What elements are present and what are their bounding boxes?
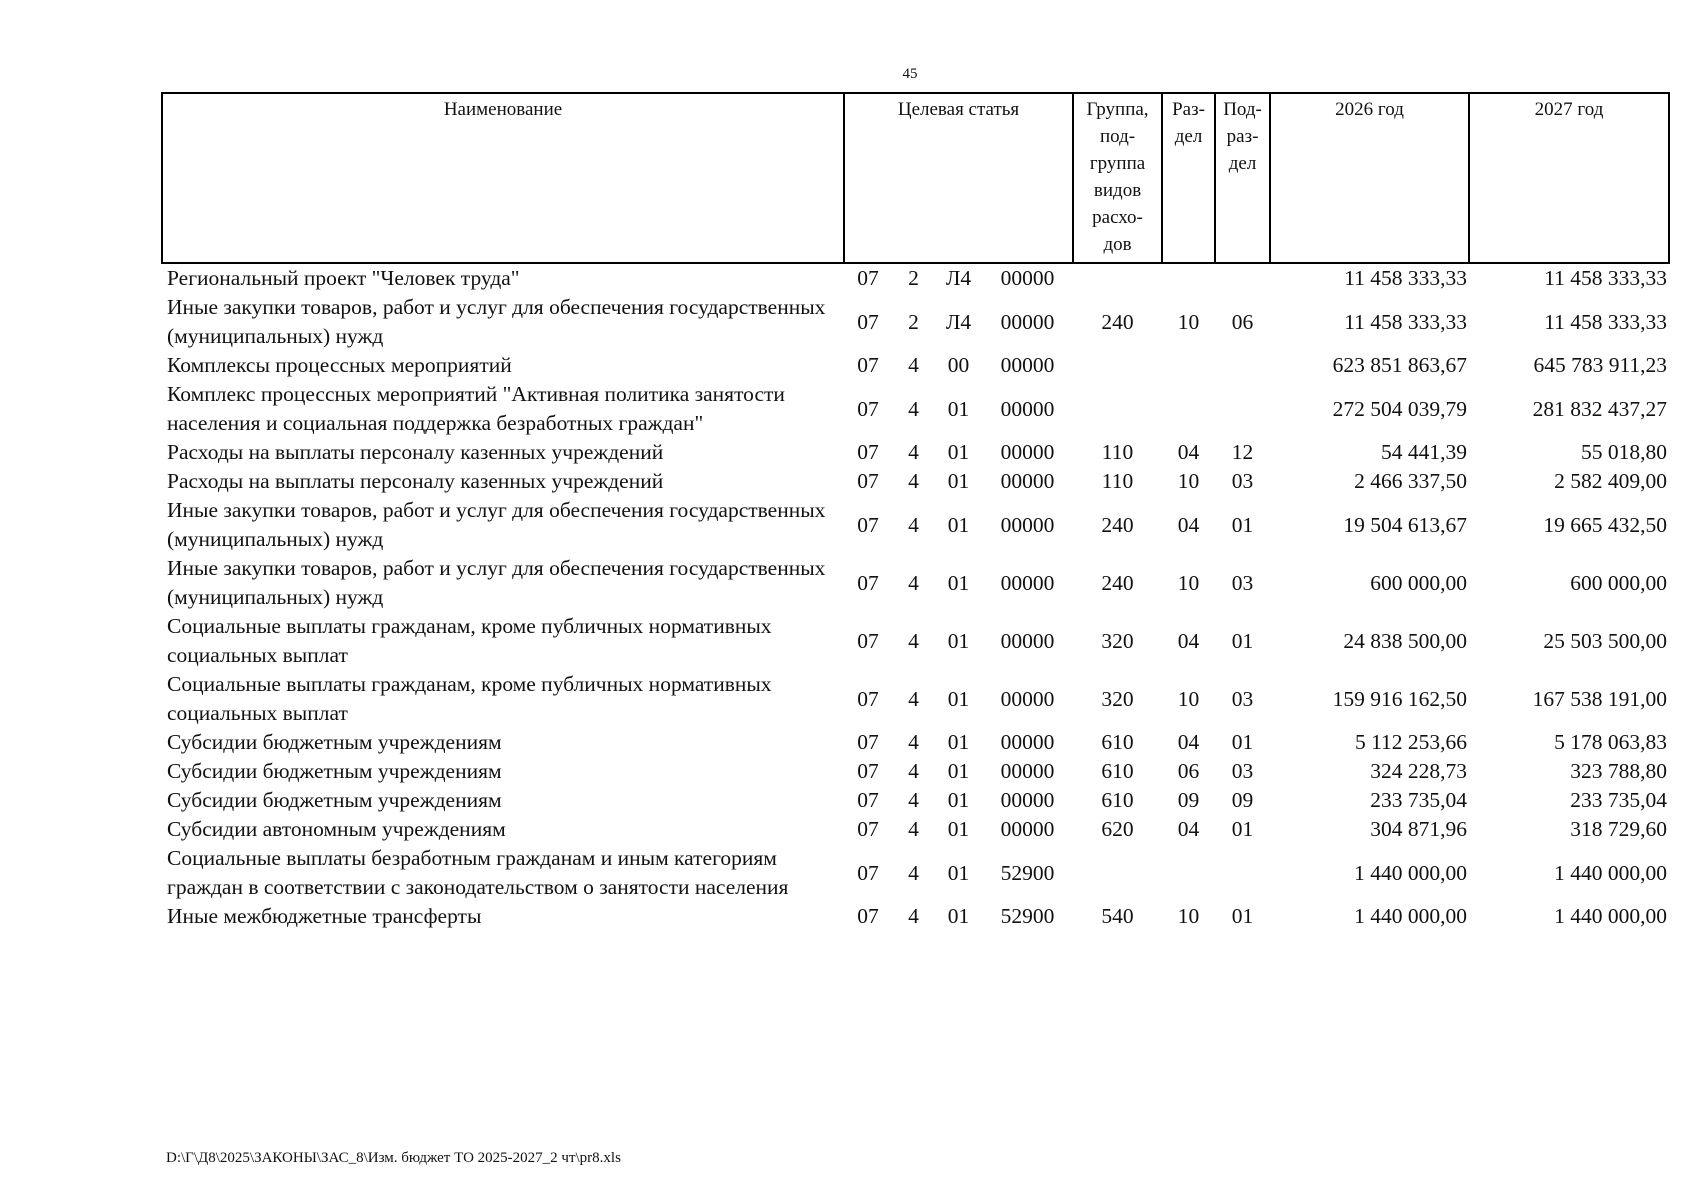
page-number: 45 — [902, 66, 918, 82]
row-section: 10 — [1177, 686, 1200, 711]
row-subsection: 03 — [1231, 469, 1254, 493]
row-expense-type: 320 — [1101, 686, 1134, 711]
row-amount-2026: 5 112 253,66 — [1354, 730, 1468, 754]
row-expense-code: 00000 — [1000, 570, 1055, 595]
row-subsection — [1215, 351, 1270, 380]
row-expense-code: 00000 — [1000, 730, 1055, 754]
row-program-code: 07 — [857, 860, 879, 885]
row-direction-code: 01 — [947, 469, 970, 493]
row-amount-2026: 11 458 333,33 — [1344, 266, 1468, 290]
row-subprogram-code: 4 — [908, 512, 919, 537]
table-row — [162, 728, 1669, 757]
row-name: Иные закупки товаров, работ и услуг для обеспечения государственных (муниципальных) нужд — [167, 295, 826, 348]
row-program-code: 07 — [857, 817, 879, 841]
header-year-2027: 2027 год — [1469, 93, 1669, 263]
row-section — [1162, 844, 1215, 902]
row-expense-code: 00000 — [1000, 309, 1055, 334]
row-program-code: 07 — [857, 469, 879, 493]
row-amount-2026: 600 000,00 — [1370, 570, 1468, 595]
row-amount-2027: 281 832 437,27 — [1532, 396, 1668, 421]
row-subprogram-code: 4 — [908, 730, 919, 754]
row-amount-2027: 233 735,04 — [1570, 788, 1668, 812]
table-body — [162, 263, 1669, 931]
table-row — [162, 670, 1669, 728]
table-row — [162, 496, 1669, 554]
row-name: Региональный проект "Человек труда" — [167, 266, 520, 290]
row-subprogram-code: 4 — [908, 860, 919, 885]
row-expense-code: 00000 — [1000, 788, 1055, 812]
table-row — [162, 351, 1669, 380]
row-direction-code: 01 — [947, 686, 970, 711]
row-section: 10 — [1177, 904, 1200, 928]
row-subsection — [1215, 263, 1270, 293]
row-expense-code: 00000 — [1000, 469, 1055, 493]
row-subprogram-code: 4 — [908, 396, 919, 421]
row-amount-2027: 318 729,60 — [1570, 817, 1668, 841]
table-row — [162, 815, 1669, 844]
row-amount-2027: 2 582 409,00 — [1554, 469, 1668, 493]
budget-table — [161, 92, 1670, 931]
row-name: Расходы на выплаты персоналу казенных учреждений — [167, 440, 664, 464]
row-expense-type — [1073, 351, 1162, 380]
row-expense-code: 00000 — [1000, 759, 1055, 783]
row-expense-type: 540 — [1101, 904, 1134, 928]
row-section: 10 — [1177, 469, 1200, 493]
row-name: Социальные выплаты гражданам, кроме публичных нормативных социальных выплат — [167, 614, 772, 667]
row-subsection: 03 — [1231, 570, 1254, 595]
row-program-code: 07 — [857, 266, 879, 290]
row-subprogram-code: 4 — [908, 759, 919, 783]
row-program-code: 07 — [857, 788, 879, 812]
row-direction-code: 01 — [947, 817, 970, 841]
row-subsection: 03 — [1231, 686, 1254, 711]
row-program-code: 07 — [857, 759, 879, 783]
row-subsection: 01 — [1231, 817, 1254, 841]
row-section: 10 — [1177, 309, 1200, 334]
row-amount-2027: 11 458 333,33 — [1544, 309, 1668, 334]
row-expense-type: 240 — [1101, 570, 1134, 595]
row-amount-2027: 55 018,80 — [1581, 440, 1668, 464]
row-subprogram-code: 2 — [908, 266, 919, 290]
row-expense-type: 320 — [1101, 628, 1134, 653]
row-name: Социальные выплаты гражданам, кроме публичных нормативных социальных выплат — [167, 672, 772, 725]
row-name: Расходы на выплаты персоналу казенных учреждений — [167, 469, 664, 493]
row-subprogram-code: 4 — [908, 686, 919, 711]
row-amount-2026: 2 466 337,50 — [1354, 469, 1468, 493]
row-direction-code: 01 — [947, 860, 970, 885]
header-group: Группа, под- группа видов расхо- дов — [1073, 93, 1162, 263]
row-section: 09 — [1177, 788, 1200, 812]
row-expense-type: 610 — [1101, 730, 1134, 754]
table-row — [162, 263, 1669, 293]
row-subprogram-code: 2 — [908, 309, 919, 334]
row-amount-2027: 1 440 000,00 — [1554, 860, 1668, 885]
row-expense-type: 610 — [1101, 788, 1134, 812]
row-amount-2026: 272 504 039,79 — [1332, 396, 1468, 421]
row-name: Комплекс процессных мероприятий "Активная политика занятости населения и социальная поддержка безработных граждан" — [167, 382, 785, 435]
row-amount-2026: 623 851 863,67 — [1332, 353, 1468, 377]
row-direction-code: 00 — [947, 353, 970, 377]
row-amount-2026: 54 441,39 — [1381, 440, 1468, 464]
row-subprogram-code: 4 — [908, 440, 919, 464]
row-subsection: 06 — [1231, 309, 1254, 334]
row-section: 04 — [1177, 440, 1200, 464]
table-row — [162, 757, 1669, 786]
row-amount-2027: 1 440 000,00 — [1554, 904, 1668, 928]
row-subsection: 03 — [1231, 759, 1254, 783]
row-amount-2026: 233 735,04 — [1370, 788, 1468, 812]
row-expense-code: 00000 — [1000, 266, 1055, 290]
table-header-row — [162, 93, 1669, 263]
row-expense-type: 610 — [1101, 759, 1134, 783]
row-amount-2026: 1 440 000,00 — [1354, 860, 1468, 885]
row-amount-2027: 645 783 911,23 — [1533, 353, 1668, 377]
table-row — [162, 902, 1669, 931]
table-row — [162, 844, 1669, 902]
row-section: 06 — [1177, 759, 1200, 783]
row-expense-code: 00000 — [1000, 353, 1055, 377]
table-row — [162, 438, 1669, 467]
row-name: Иные закупки товаров, работ и услуг для обеспечения государственных (муниципальных) нужд — [167, 498, 826, 551]
header-target-article: Целевая статья — [844, 93, 1073, 263]
row-amount-2027: 5 178 063,83 — [1554, 730, 1668, 754]
row-expense-type — [1073, 263, 1162, 293]
row-subsection: 01 — [1231, 730, 1254, 754]
row-expense-type: 110 — [1101, 440, 1134, 464]
row-subprogram-code: 4 — [908, 353, 919, 377]
row-amount-2026: 24 838 500,00 — [1343, 628, 1468, 653]
row-direction-code: Л4 — [945, 309, 972, 334]
row-program-code: 07 — [857, 512, 879, 537]
row-subsection — [1215, 380, 1270, 438]
row-program-code: 07 — [857, 904, 879, 928]
row-amount-2027: 11 458 333,33 — [1544, 266, 1668, 290]
row-name: Иные закупки товаров, работ и услуг для обеспечения государственных (муниципальных) нужд — [167, 556, 826, 609]
row-name: Субсидии бюджетным учреждениям — [167, 759, 502, 783]
row-section — [1162, 263, 1215, 293]
row-name: Комплексы процессных мероприятий — [167, 353, 512, 377]
row-direction-code: 01 — [947, 730, 970, 754]
row-amount-2027: 600 000,00 — [1570, 570, 1668, 595]
row-direction-code: 01 — [947, 788, 970, 812]
row-name: Иные межбюджетные трансферты — [167, 904, 482, 928]
row-subsection: 01 — [1231, 904, 1254, 928]
row-subsection — [1215, 844, 1270, 902]
row-expense-code: 00000 — [1000, 440, 1055, 464]
row-program-code: 07 — [857, 570, 879, 595]
row-expense-type — [1073, 844, 1162, 902]
row-subsection: 12 — [1231, 440, 1254, 464]
row-section: 04 — [1177, 628, 1200, 653]
row-program-code: 07 — [857, 730, 879, 754]
row-program-code: 07 — [857, 353, 879, 377]
header-year-2026: 2026 год — [1270, 93, 1469, 263]
header-name: Наименование — [162, 93, 844, 263]
row-subsection: 01 — [1231, 512, 1254, 537]
row-subprogram-code: 4 — [908, 570, 919, 595]
row-section: 04 — [1177, 817, 1200, 841]
row-name: Субсидии бюджетным учреждениям — [167, 730, 502, 754]
row-expense-code: 00000 — [1000, 817, 1055, 841]
row-direction-code: 01 — [947, 759, 970, 783]
row-amount-2027: 19 665 432,50 — [1543, 512, 1668, 537]
row-direction-code: 01 — [947, 396, 970, 421]
table-row — [162, 554, 1669, 612]
row-program-code: 07 — [857, 440, 879, 464]
row-program-code: 07 — [857, 686, 879, 711]
table-row — [162, 293, 1669, 351]
row-expense-code: 00000 — [1000, 396, 1055, 421]
row-expense-code: 00000 — [1000, 512, 1055, 537]
row-section: 04 — [1177, 512, 1200, 537]
row-direction-code: Л4 — [945, 266, 972, 290]
row-subprogram-code: 4 — [908, 628, 919, 653]
row-section: 04 — [1177, 730, 1200, 754]
row-name: Социальные выплаты безработным гражданам и иным категориям граждан в соответствии с законодательством о занятости населения — [167, 846, 789, 899]
row-expense-type: 110 — [1101, 469, 1134, 493]
row-name: Субсидии автономным учреждениям — [167, 817, 506, 841]
row-program-code: 07 — [857, 396, 879, 421]
row-expense-type: 240 — [1101, 512, 1134, 537]
row-subsection: 01 — [1231, 628, 1254, 653]
row-amount-2026: 304 871,96 — [1370, 817, 1468, 841]
table-row — [162, 786, 1669, 815]
row-expense-type — [1073, 380, 1162, 438]
row-expense-code: 52900 — [1000, 860, 1055, 885]
row-amount-2026: 324 228,73 — [1370, 759, 1468, 783]
row-amount-2026: 19 504 613,67 — [1343, 512, 1468, 537]
row-expense-code: 52900 — [1000, 904, 1055, 928]
row-direction-code: 01 — [947, 570, 970, 595]
row-subprogram-code: 4 — [908, 788, 919, 812]
row-direction-code: 01 — [947, 440, 970, 464]
row-subprogram-code: 4 — [908, 817, 919, 841]
row-expense-code: 00000 — [1000, 686, 1055, 711]
row-amount-2026: 159 916 162,50 — [1332, 686, 1468, 711]
row-section — [1162, 351, 1215, 380]
row-section — [1162, 380, 1215, 438]
row-direction-code: 01 — [947, 512, 970, 537]
row-section: 10 — [1177, 570, 1200, 595]
row-amount-2026: 11 458 333,33 — [1344, 309, 1468, 334]
row-expense-code: 00000 — [1000, 628, 1055, 653]
row-amount-2026: 1 440 000,00 — [1354, 904, 1468, 928]
row-program-code: 07 — [857, 628, 879, 653]
row-expense-type: 240 — [1101, 309, 1134, 334]
row-expense-type: 620 — [1101, 817, 1134, 841]
footer-file-path: D:\Г\Д8\2025\ЗАКОНЫ\ЗАС_8\Изм. бюджет ТО 2025-2027_2 чт\pr8.xls — [166, 1150, 621, 1166]
header-subsection: Под- раз- дел — [1215, 93, 1270, 263]
table-row — [162, 467, 1669, 496]
row-program-code: 07 — [857, 309, 879, 334]
row-amount-2027: 25 503 500,00 — [1543, 628, 1668, 653]
table-row — [162, 380, 1669, 438]
row-direction-code: 01 — [947, 628, 970, 653]
row-subprogram-code: 4 — [908, 469, 919, 493]
row-name: Субсидии бюджетным учреждениям — [167, 788, 502, 812]
row-amount-2027: 323 788,80 — [1570, 759, 1668, 783]
header-section: Раз- дел — [1162, 93, 1215, 263]
row-subprogram-code: 4 — [908, 904, 919, 928]
row-amount-2027: 167 538 191,00 — [1532, 686, 1668, 711]
row-subsection: 09 — [1231, 788, 1254, 812]
table-row — [162, 612, 1669, 670]
row-direction-code: 01 — [947, 904, 970, 928]
